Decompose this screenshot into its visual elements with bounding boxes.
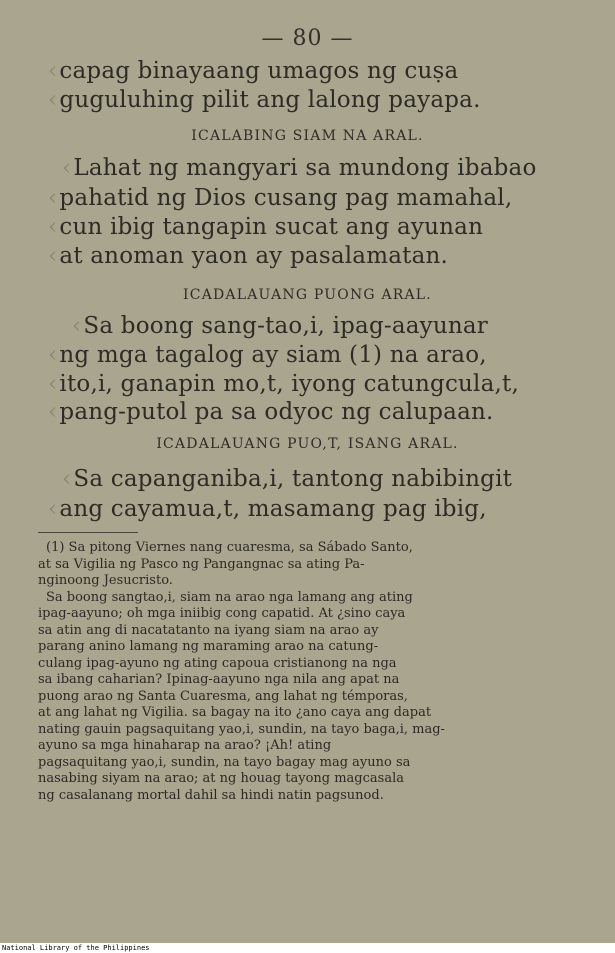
section-heading: ICADALAUANG PUO,T, ISANG ARAL. — [156, 436, 459, 452]
library-credit: National Library of the Philippines — [2, 944, 150, 952]
verse-line: ‹ang cayamua,t, masamang pag ibig, — [48, 496, 487, 522]
verse-line: ‹pang-putol pa sa odyoc ng calupaan. — [48, 399, 494, 425]
page-number: — 80 — — [261, 26, 354, 51]
verse-line: ‹at anoman yaon ay pasalamatan. — [48, 243, 449, 269]
verse-line: ‹Lahat ng mangyari sa mundong ibabao — [62, 155, 537, 181]
verse-line: ‹ito,i, ganapin mo,t, iyong catungcula,t, — [48, 371, 519, 397]
verse-line: ‹cun ibig tangapin sucat ang ayunan — [48, 214, 484, 240]
verse-line: ‹pahatid ng Dios cusang pag mamahal, — [48, 185, 513, 211]
verse-line: ‹Sa capanganiba,i, tantong nabibingit — [62, 466, 513, 492]
section-heading: ICALABING SIAM NA ARAL. — [191, 128, 424, 144]
verse-line: ‹guguluhing pilit ang lalong payapa. — [48, 87, 481, 113]
footnote: (1) Sa pitong Viernes nang cuaresma, sa Sábado Santo, at sa Vigilia ng Pasco ng Pangangnac sa ating Pa- nginoong Jesucristo. Sa boong sangtao,i, siam na arao nga lamang ang ating ipag-aayuno; oh mga iniibig cong capatid. At ¿sino caya sa atin ang di nacatatanto na iyang siam na arao ay parang anino lamang ng maraming arao na catung- culang ipag-ayuno ng ating capoua cristianong na nga sa ibang caharian? Ipinag-aayuno nga nila ang apat na puong arao ng Santa Cuaresma, ang lahat ng témporas, at ang lahat ng Vigilia. sa bagay na ito ¿ano caya ang dapat nating gauin pagsaquitang yao,i, sundin, na tayo baga,i, mag- ayuno sa mga hinaharap na arao? ¡Ah! ating pagsaquitang yao,i, sundin, na tayo bagay mag ayuno sa nasabing siyam na arao; at ng houag tayong magcasala ng casalanang mortal dahil sa hindi natin pagsunod. — [38, 540, 445, 803]
verse-line: ‹ng mga tagalog ay siam (1) na arao, — [48, 342, 487, 368]
footnote-divider — [38, 532, 138, 533]
verse-line: ‹Sa boong sang-tao,i, ipag-aayunar — [72, 313, 489, 339]
section-heading: ICADALAUANG PUONG ARAL. — [183, 287, 432, 303]
verse-line: ‹capag binayaang umagos ng cuṣa — [48, 58, 459, 84]
